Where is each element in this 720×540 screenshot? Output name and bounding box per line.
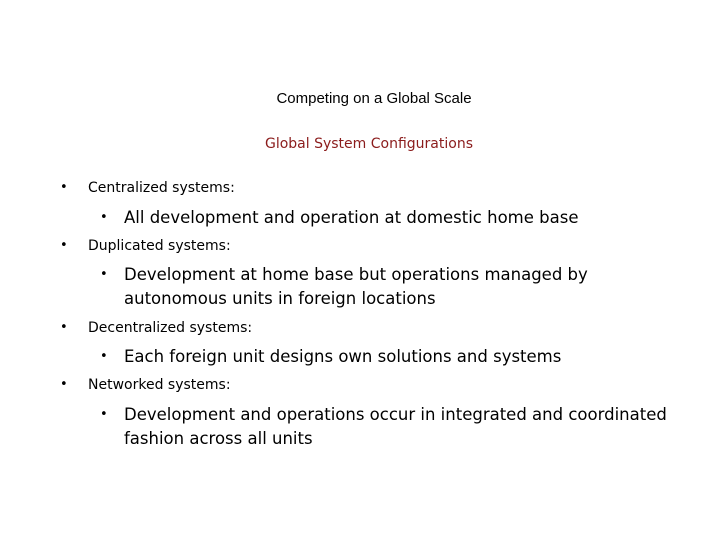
sub-bullet-item xyxy=(100,403,680,451)
bullet-dot-icon: • xyxy=(60,238,68,253)
bullet-dot-icon: • xyxy=(100,349,108,364)
slide-title: Competing on a Global Scale xyxy=(276,90,472,107)
bullet-label: Centralized systems: xyxy=(88,180,235,196)
slide-subtitle: Global System Configurations xyxy=(264,136,473,152)
bullet-dot-icon: • xyxy=(60,320,68,335)
sub-bullet-item xyxy=(100,206,680,230)
sub-bullet-text: Development at home base but operations managed by autonomous units in foreign locations xyxy=(124,265,588,308)
bullet-label: Decentralized systems: xyxy=(88,320,253,336)
bullet-dot-icon: • xyxy=(100,267,108,282)
sub-bullet-text: Each foreign unit designs own solutions and systems xyxy=(124,347,562,366)
sub-bullet-text: All development and operation at domestic home base xyxy=(124,208,579,227)
bullet-dot-icon: • xyxy=(60,180,68,195)
sub-bullet-item xyxy=(100,345,680,369)
sub-bullet-text: Development and operations occur in integrated and coordinated fashion across all units xyxy=(124,405,667,448)
bullet-label: Duplicated systems: xyxy=(88,238,231,254)
bullet-dot-icon: • xyxy=(100,407,108,422)
bullet-dot-icon: • xyxy=(100,210,108,225)
bullet-dot-icon: • xyxy=(60,377,68,392)
bullet-label: Networked systems: xyxy=(88,377,231,393)
sub-bullet-item xyxy=(100,263,680,311)
